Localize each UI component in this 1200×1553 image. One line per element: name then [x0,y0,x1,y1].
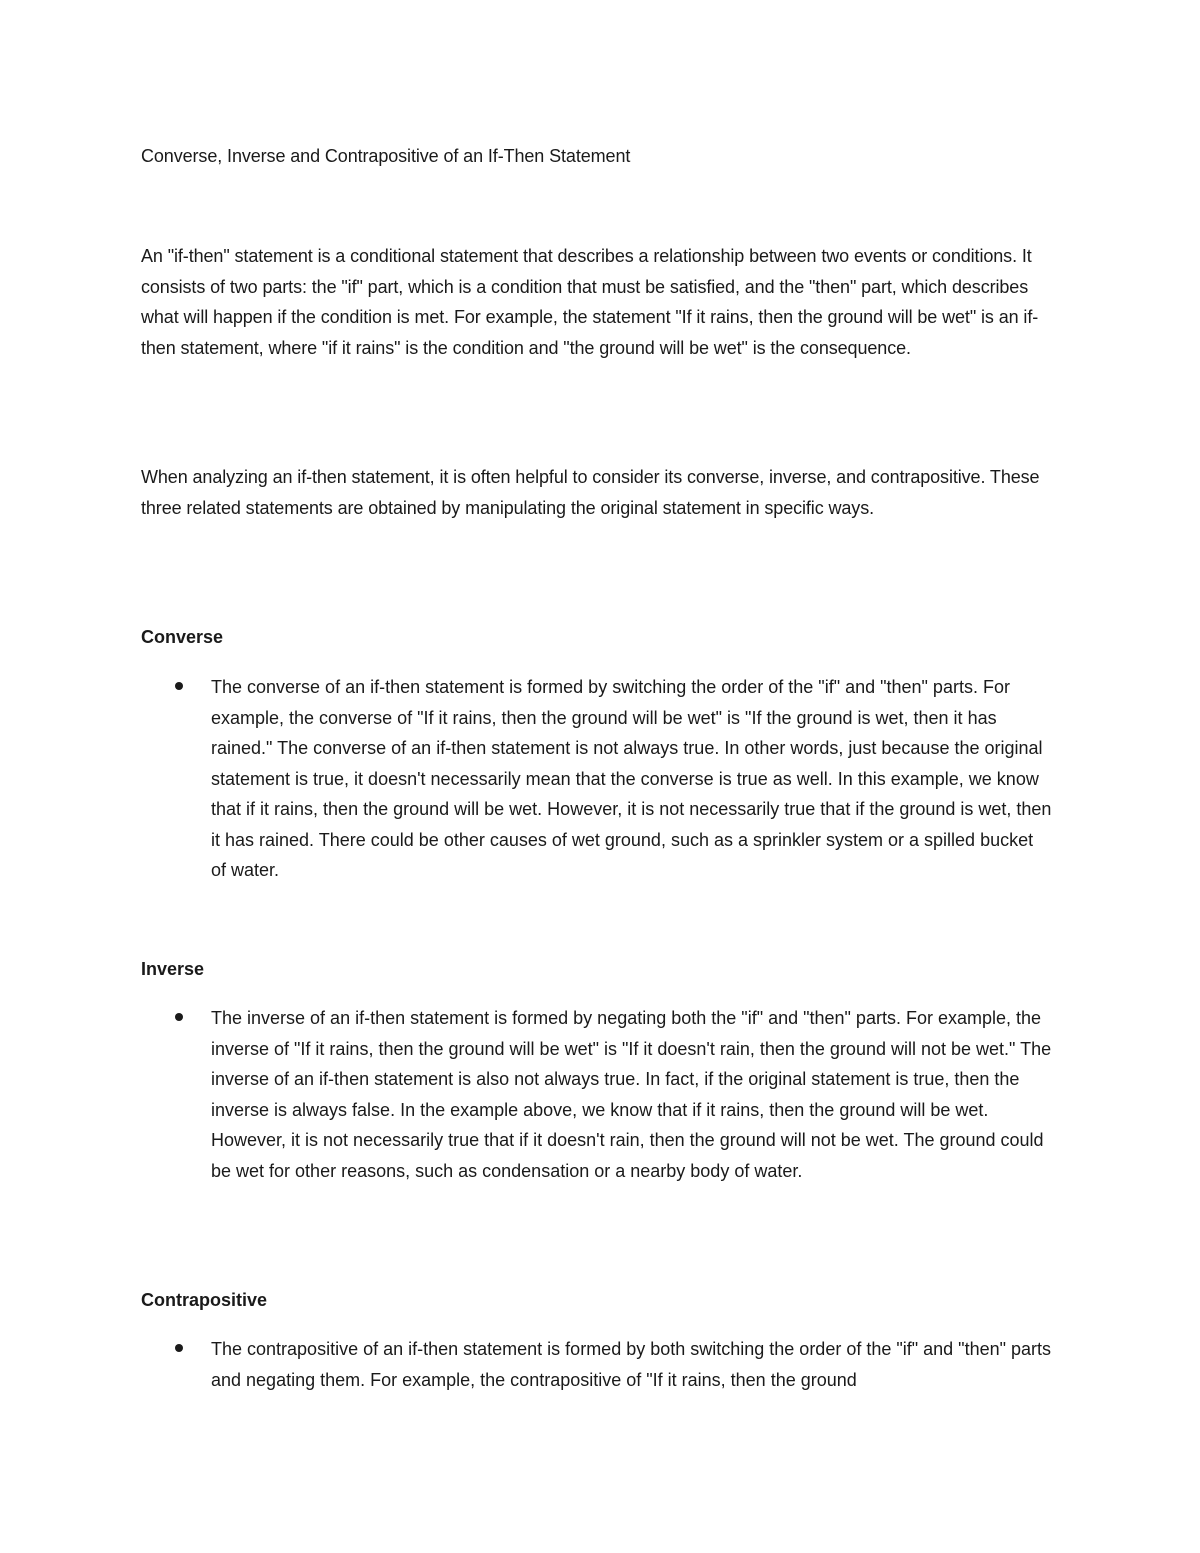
document-title: Converse, Inverse and Contrapositive of an If-Then Statement [141,146,631,166]
bullet-icon [175,1344,183,1352]
analysis-paragraph: When analyzing an if-then statement, it is often helpful to consider its converse, inverse, and contrapositive. These three related statements are obtained by manipulating the original statement in specific ways. [141,467,1040,518]
contrapositive-heading: Contrapositive [141,1290,268,1310]
intro-paragraph: An "if-then" statement is a conditional statement that describes a relationship between two events or conditions. It consists of two parts: the "if" part, which is a condition that must be satisfied, and the "then" part, which describes what will happen if the condition is met. For example, the statement "If it rains, then the ground will be wet" is an if-then statement, where "if it rains" is the condition and "the ground will be wet" is the consequence. [141,246,1039,358]
bullet-icon [175,682,183,690]
inverse-bullet-text: The inverse of an if-then statement is formed by negating both the "if" and "then" parts. For example, the inverse of "If it rains, then the ground will be wet" is "If it doesn't rain, then the ground will not be wet." The inverse of an if-then statement is also not always true. In fact, if the original statement is true, then the inverse is always false. In the example above, we know that if it rains, then the ground will be wet. However, it is not necessarily true that if it doesn't rain, then the ground will not be wet. The ground could be wet for other reasons, such as condensation or a nearby body of water. [211,1008,1052,1181]
inverse-heading: Inverse [141,959,205,979]
converse-heading: Converse [141,627,224,647]
converse-bullet-text: The converse of an if-then statement is formed by switching the order of the "if" and "then" parts. For example, the converse of "If it rains, then the ground will be wet" is "If the ground is wet, then it has rained." The converse of an if-then statement is not always true. In other words, just because the original statement is true, it doesn't necessarily mean that the converse is true as well. In this example, we know that if it rains, then the ground will be wet. However, it is not necessarily true that if the ground is wet, then it has rained. There could be other causes of wet ground, such as a sprinkler system or a spilled bucket of water. [211,677,1052,880]
inverse-bullet-item [141,1003,1061,1186]
contrapositive-bullet-item [141,1334,1061,1395]
bullet-icon [175,1013,183,1021]
converse-bullet-item [141,672,1061,886]
contrapositive-bullet-text: The contrapositive of an if-then statement is formed by both switching the order of the "if" and "then" parts and negating them. For example, the contrapositive of "If it rains, then the ground [211,1339,1052,1390]
